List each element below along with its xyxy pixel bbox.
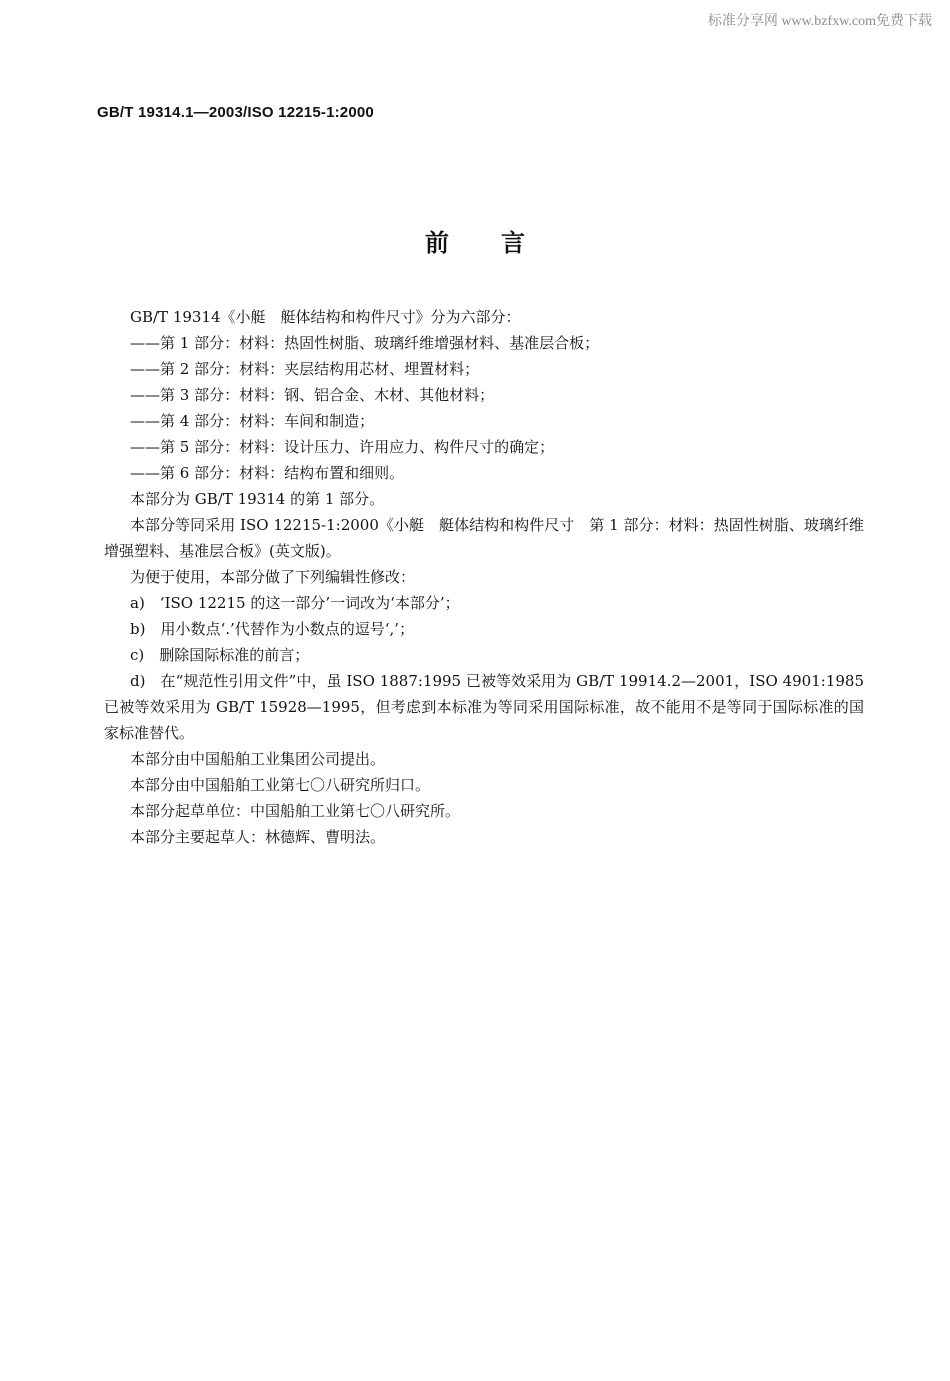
edit-item-a: a) ‘ISO 12215 的这一部分’一词改为‘本部分’； — [130, 594, 460, 612]
edits-intro: 为便于使用，本部分做了下列编辑性修改： — [130, 568, 416, 586]
edit-item-c: c) 删除国际标准的前言； — [130, 646, 310, 664]
part-list-item-2: ——第 2 部分：材料：夹层结构用芯材、埋置材料； — [130, 360, 480, 378]
drafting-unit-statement: 本部分起草单位：中国船舶工业第七〇八研究所。 — [130, 802, 461, 820]
foreword-body — [104, 304, 864, 850]
edit-item-b: b) 用小数点‘.’代替作为小数点的逗号‘,’； — [130, 620, 415, 638]
intro-paragraph: GB/T 19314《小艇 艇体结构和构件尺寸》分为六部分： — [130, 308, 521, 326]
part-list-item-5: ——第 5 部分：材料：设计压力、许用应力、构件尺寸的确定； — [130, 438, 555, 456]
proposer-statement: 本部分由中国船舶工业集团公司提出。 — [130, 750, 386, 768]
adoption-statement: 本部分等同采用 ISO 12215-1:2000《小艇 艇体结构和构件尺寸 第 1 部分：材料：热固性树脂、玻璃纤维增强塑料、基准层合板》(英文版)。 — [104, 516, 864, 560]
part-list-item-6: ——第 6 部分：材料：结构布置和细则。 — [130, 464, 405, 482]
part-statement: 本部分为 GB/T 19314 的第 1 部分。 — [130, 490, 385, 508]
centralized-by-statement: 本部分由中国船舶工业第七〇八研究所归口。 — [130, 776, 431, 794]
part-list-item-3: ——第 3 部分：材料：钢、铝合金、木材、其他材料； — [130, 386, 495, 404]
standard-code: GB/T 19314.1—2003/ISO 12215-1:2000 — [97, 104, 374, 121]
watermark-text: 标准分享网 www.bzfxw.com免费下载 — [707, 14, 932, 29]
edit-item-d: d) 在“规范性引用文件”中，虽 ISO 1887:1995 已被等效采用为 GB/T 19914.2—2001，ISO 4901:1985已被等效采用为 GB/T 15928—1995，但考虑到本标准为等同采用国际标准，故不能用不是等同于国际标准的国家标准替代。 — [104, 672, 864, 742]
part-list-item-4: ——第 4 部分：材料：车间和制造； — [130, 412, 375, 430]
part-list-item-1: ——第 1 部分：材料：热固性树脂、玻璃纤维增强材料、基准层合板； — [130, 334, 600, 352]
page-title: 前言 — [425, 229, 577, 257]
drafters-statement: 本部分主要起草人：林德辉、曹明法。 — [130, 828, 386, 846]
